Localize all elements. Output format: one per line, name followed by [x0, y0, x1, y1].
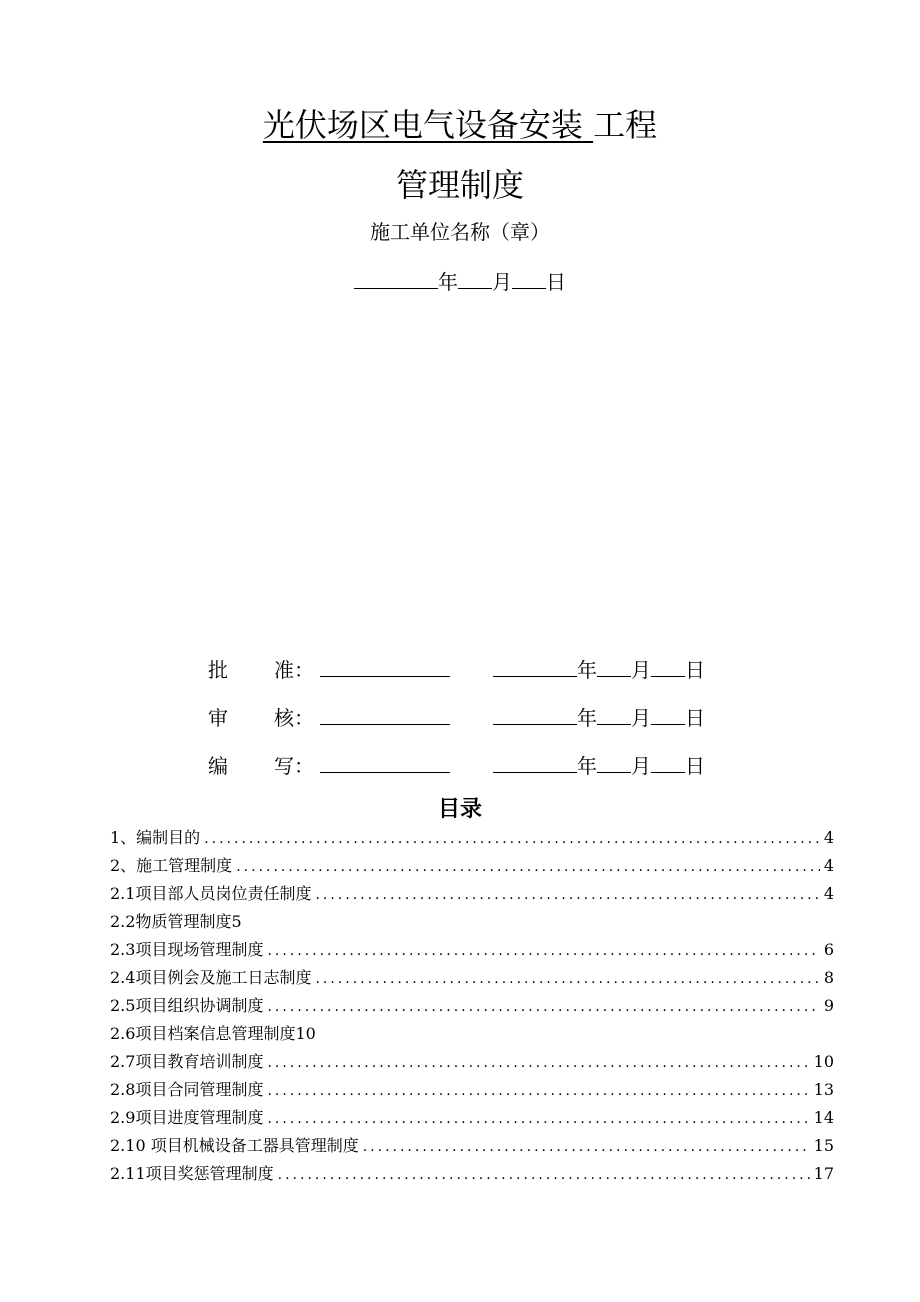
author-signature-blank: [320, 749, 450, 783]
review-role: 审 核：: [208, 706, 314, 730]
toc-entry-label: 2.6项目档案信息管理制度10: [110, 1024, 316, 1043]
toc-entry-label: 1、编制目的: [110, 828, 201, 847]
toc-entry[interactable]: [110, 992, 834, 1020]
year-label: 年: [438, 270, 458, 294]
toc-entry[interactable]: [110, 908, 834, 936]
toc-title: 目录: [437, 796, 482, 822]
toc-leader-dots: [236, 853, 820, 881]
toc-entry-label: 2.5项目组织协调制度: [110, 996, 264, 1015]
toc-leader-dots: [267, 1049, 809, 1077]
toc-entry-page: 17: [813, 1164, 834, 1183]
toc-leader-dots: [204, 825, 820, 853]
author-date: 年 月 日: [493, 749, 705, 783]
author-row: [208, 749, 768, 783]
toc-entry[interactable]: [110, 852, 834, 880]
review-signature-blank: [320, 701, 450, 735]
toc-entry-page: 4: [823, 828, 834, 847]
toc-leader-dots: [267, 937, 819, 965]
toc-leader-dots: [267, 993, 819, 1021]
day-blank: [512, 266, 546, 289]
review-row: [208, 701, 768, 735]
year-blank: [354, 266, 438, 289]
toc-entry-label: 2.11项目奖惩管理制度: [110, 1164, 274, 1183]
toc-entry-page: 9: [823, 996, 834, 1015]
author-role: 编 写：: [208, 754, 314, 778]
toc-entry-label: 2.7项目教育培训制度: [110, 1052, 264, 1071]
toc-entry[interactable]: [110, 1132, 834, 1160]
project-title: [0, 100, 920, 150]
document-subtitle: 管理制度: [395, 166, 524, 204]
toc-entry-label: 2.8项目合同管理制度: [110, 1080, 264, 1099]
toc-entry-page: 4: [823, 884, 834, 903]
toc-entry[interactable]: [110, 1104, 834, 1132]
toc-entry-page: 10: [813, 1052, 834, 1071]
toc-leader-dots: [315, 965, 819, 993]
month-blank: [458, 266, 492, 289]
approval-role: 批 准：: [208, 658, 314, 682]
toc-entry-label: 2.2物质管理制度5: [110, 912, 242, 931]
toc-entry-label: 2.3项目现场管理制度: [110, 940, 264, 959]
toc-entry-page: 14: [813, 1108, 834, 1127]
day-label: 日: [546, 270, 566, 294]
toc-entry-page: 13: [813, 1080, 834, 1099]
toc-entry[interactable]: [110, 936, 834, 964]
toc-entry-label: 2.9项目进度管理制度: [110, 1108, 264, 1127]
toc-leader-dots: [267, 1077, 809, 1105]
table-of-contents: [110, 824, 834, 1188]
review-date: 年 月 日: [493, 701, 705, 735]
toc-entry[interactable]: [110, 824, 834, 852]
toc-entry[interactable]: [110, 964, 834, 992]
cover-date: [0, 266, 920, 298]
toc-entry-page: 6: [823, 940, 834, 959]
construction-unit-label: 施工单位名称（章）: [370, 220, 550, 244]
project-name: 光伏场区电气设备安装: [262, 106, 594, 144]
toc-leader-dots: [315, 881, 819, 909]
toc-leader-dots: [267, 1105, 809, 1133]
toc-entry-label: 2、施工管理制度: [110, 856, 233, 875]
toc-entry-label: 2.4项目例会及施工日志制度: [110, 968, 312, 987]
toc-leader-dots: [278, 1161, 810, 1189]
toc-entry-page: 4: [823, 856, 834, 875]
toc-entry-page: 15: [813, 1136, 834, 1155]
toc-entry-label: 2.10 项目机械设备工器具管理制度: [110, 1136, 359, 1155]
approval-row: [208, 653, 768, 687]
toc-entry[interactable]: [110, 1020, 834, 1048]
toc-entry[interactable]: [110, 1076, 834, 1104]
approval-signature-blank: [320, 653, 450, 687]
toc-entry-label: 2.1项目部人员岗位责任制度: [110, 884, 312, 903]
toc-entry[interactable]: [110, 880, 834, 908]
toc-entry[interactable]: [110, 1048, 834, 1076]
month-label: 月: [492, 270, 512, 294]
approval-date: 年 月 日: [493, 653, 705, 687]
toc-entry[interactable]: [110, 1160, 834, 1188]
toc-leader-dots: [363, 1133, 810, 1161]
toc-entry-page: 8: [823, 968, 834, 987]
project-title-suffix: 工程: [593, 106, 658, 144]
